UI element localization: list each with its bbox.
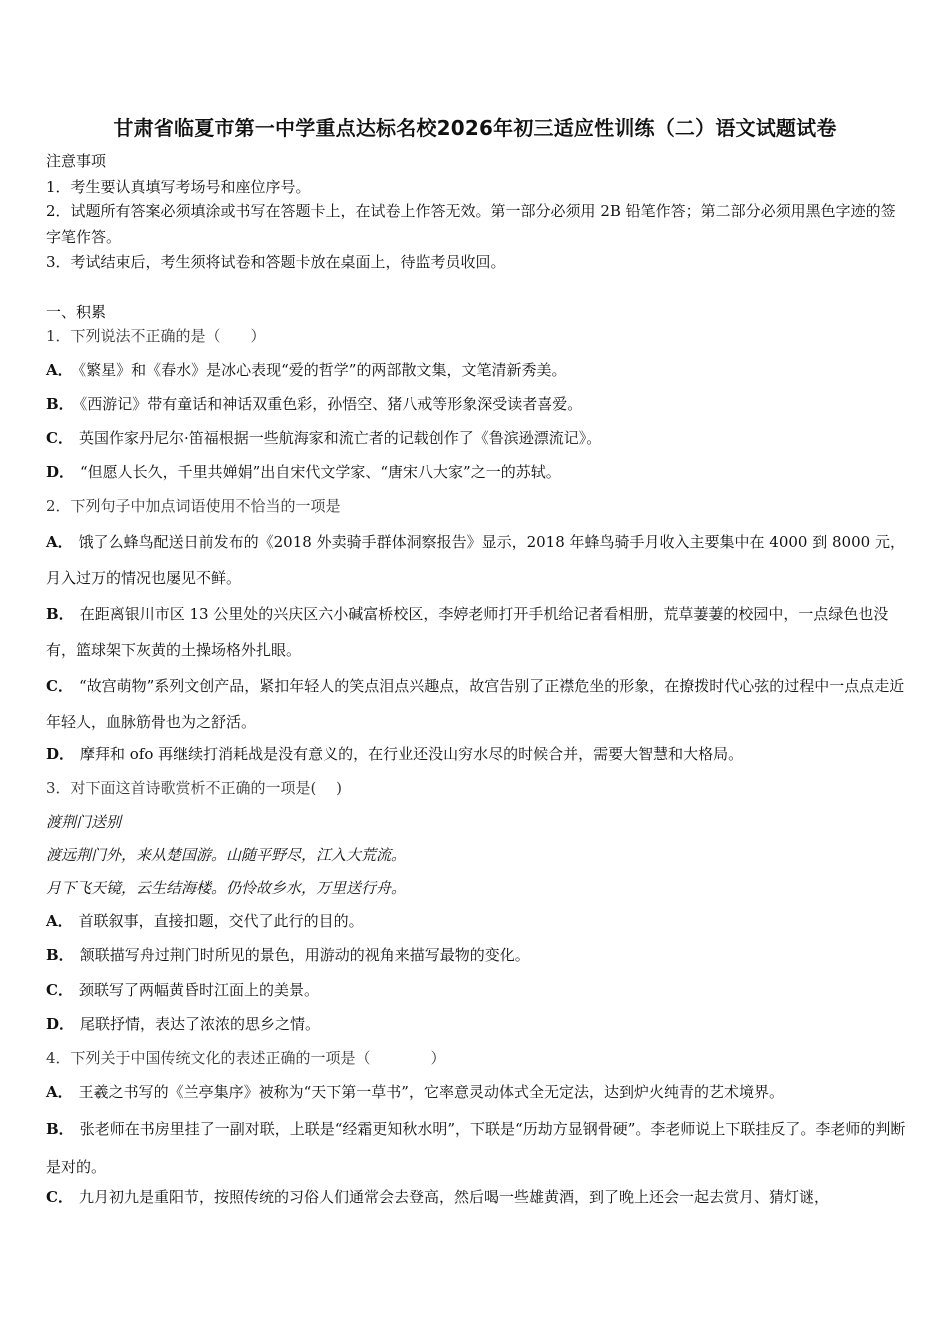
option-text: 颔联描写舟过荆门时所见的景色，用游动的视角来描写最物的变化。 [79, 946, 530, 964]
option-label: B． [46, 395, 74, 413]
option-text: 《繁星》和《春水》是冰心表现“爱的哲学”的两部散文集，文笔清新秀美。 [78, 361, 567, 379]
notice-item-2: 2．试题所有答案必须填涂或书写在答题卡上，在试卷上作答无效。第一部分必须用 2B 铅笔作答；第二部分必须用黑色字迹的签字笔作答。 [46, 202, 896, 246]
option-text: 饿了么蜂鸟配送日前发布的《2018 外卖骑手群体洞察报告》显示，2018 年蜂鸟骑手月收入主要集中在 4000 到 8000 元，月入过万的情况也屡见不鲜。 [46, 533, 905, 587]
option-label: B． [46, 946, 74, 964]
notice-heading: 注意事项 [46, 152, 107, 170]
q3-option-d [46, 1014, 320, 1034]
q4-option-c [46, 1187, 829, 1207]
option-label: D． [46, 745, 75, 763]
option-text: 摩拜和 ofo 再继续打消耗战是没有意义的，在行业还没山穷水尽的时候合并，需要大智慧和大格局。 [80, 745, 744, 763]
option-label: D． [46, 1015, 75, 1033]
q3-option-b [46, 945, 530, 965]
q1-option-d [46, 462, 561, 482]
q3-option-a [46, 911, 364, 931]
option-text: “但愿人长久，千里共婵娟”出自宋代文学家、“唐宋八大家”之一的苏轼。 [80, 463, 561, 481]
q2-option-b [46, 596, 908, 668]
option-label: A． [46, 361, 73, 379]
option-text: “故宫萌物”系列文创产品，紧扣年轻人的笑点泪点兴趣点，故宫告别了正襟危坐的形象，在撩拨时代心弦的过程中一点点走近年轻人，血脉筋骨也为之舒活。 [46, 677, 905, 731]
q1-option-a [46, 360, 566, 380]
q4-stem: 4．下列关于中国传统文化的表述正确的一项是（ ） [46, 1049, 446, 1067]
option-label: D． [46, 463, 75, 481]
q3-option-c [46, 980, 319, 1000]
option-label: A． [46, 1083, 73, 1101]
notice-item-1: 1．考生要认真填写考场号和座位序号。 [46, 178, 311, 196]
option-text: 首联叙事，直接扣题，交代了此行的目的。 [78, 912, 364, 930]
q2-stem: 2．下列句子中加点词语使用不恰当的一项是 [46, 497, 341, 515]
poem-title: 渡荆门送别 [46, 813, 122, 831]
option-text: 颈联写了两幅黄昏时江面上的美景。 [78, 981, 319, 999]
option-text: 《西游记》带有童话和神话双重色彩，孙悟空、猪八戒等形象深受读者喜爱。 [79, 395, 583, 413]
option-text: 英国作家丹尼尔·笛福根据一些航海家和流亡者的记载创作了《鲁滨逊漂流记》。 [78, 429, 602, 447]
option-label: A． [46, 533, 73, 551]
option-text: 九月初九是重阳节，按照传统的习俗人们通常会去登高，然后喝一些雄黄酒，到了晚上还会一起去赏月、猜灯谜， [78, 1188, 829, 1206]
q3-stem: 3．对下面这首诗歌赏析不正确的一项是( ) [46, 779, 343, 797]
exam-title: 甘肃省临夏市第一中学重点达标名校2026年初三适应性训练（二）语文试题试卷 [113, 116, 837, 140]
q1-option-c [46, 428, 601, 448]
q4-option-b [46, 1110, 908, 1186]
q1-option-b [46, 394, 582, 414]
q2-option-a [46, 524, 908, 596]
option-label: B． [46, 605, 74, 623]
notice-item-3: 3．考试结束后，考生须将试卷和答题卡放在桌面上，待监考员收回。 [46, 253, 506, 271]
option-label: C． [46, 981, 73, 999]
poem-line-2: 月下飞天镜，云生结海楼。仍怜故乡水，万里送行舟。 [46, 879, 407, 897]
option-text: 王羲之书写的《兰亭集序》被称为“天下第一草书”，它率意灵动体式全无定法，达到炉火纯青的艺术境界。 [78, 1083, 784, 1101]
option-text: 张老师在书房里挂了一副对联，上联是“经霜更知秋水明”，下联是“历劫方显钢骨硬”。李老师说上下联挂反了。李老师的判断是对的。 [46, 1120, 906, 1176]
option-text: 在距离银川市区 13 公里处的兴庆区六小碱富桥校区，李婷老师打开手机给记者看相册，荒草萋萋的校园中，一点绿色也没有，篮球架下灰黄的土操场格外扎眼。 [46, 605, 889, 659]
option-label: C． [46, 429, 73, 447]
option-label: C． [46, 677, 73, 695]
q2-option-d [46, 744, 743, 764]
q1-stem: 1．下列说法不正确的是（ ） [46, 327, 266, 345]
option-label: A． [46, 912, 73, 930]
q2-option-c [46, 668, 908, 740]
section-heading: 一、积累 [46, 303, 107, 321]
q4-option-a [46, 1082, 784, 1102]
poem-line-1: 渡远荆门外，来从楚国游。山随平野尽，江入大荒流。 [46, 846, 407, 864]
option-label: B． [46, 1120, 74, 1138]
option-label: C． [46, 1188, 73, 1206]
option-text: 尾联抒情，表达了浓浓的思乡之情。 [80, 1015, 321, 1033]
